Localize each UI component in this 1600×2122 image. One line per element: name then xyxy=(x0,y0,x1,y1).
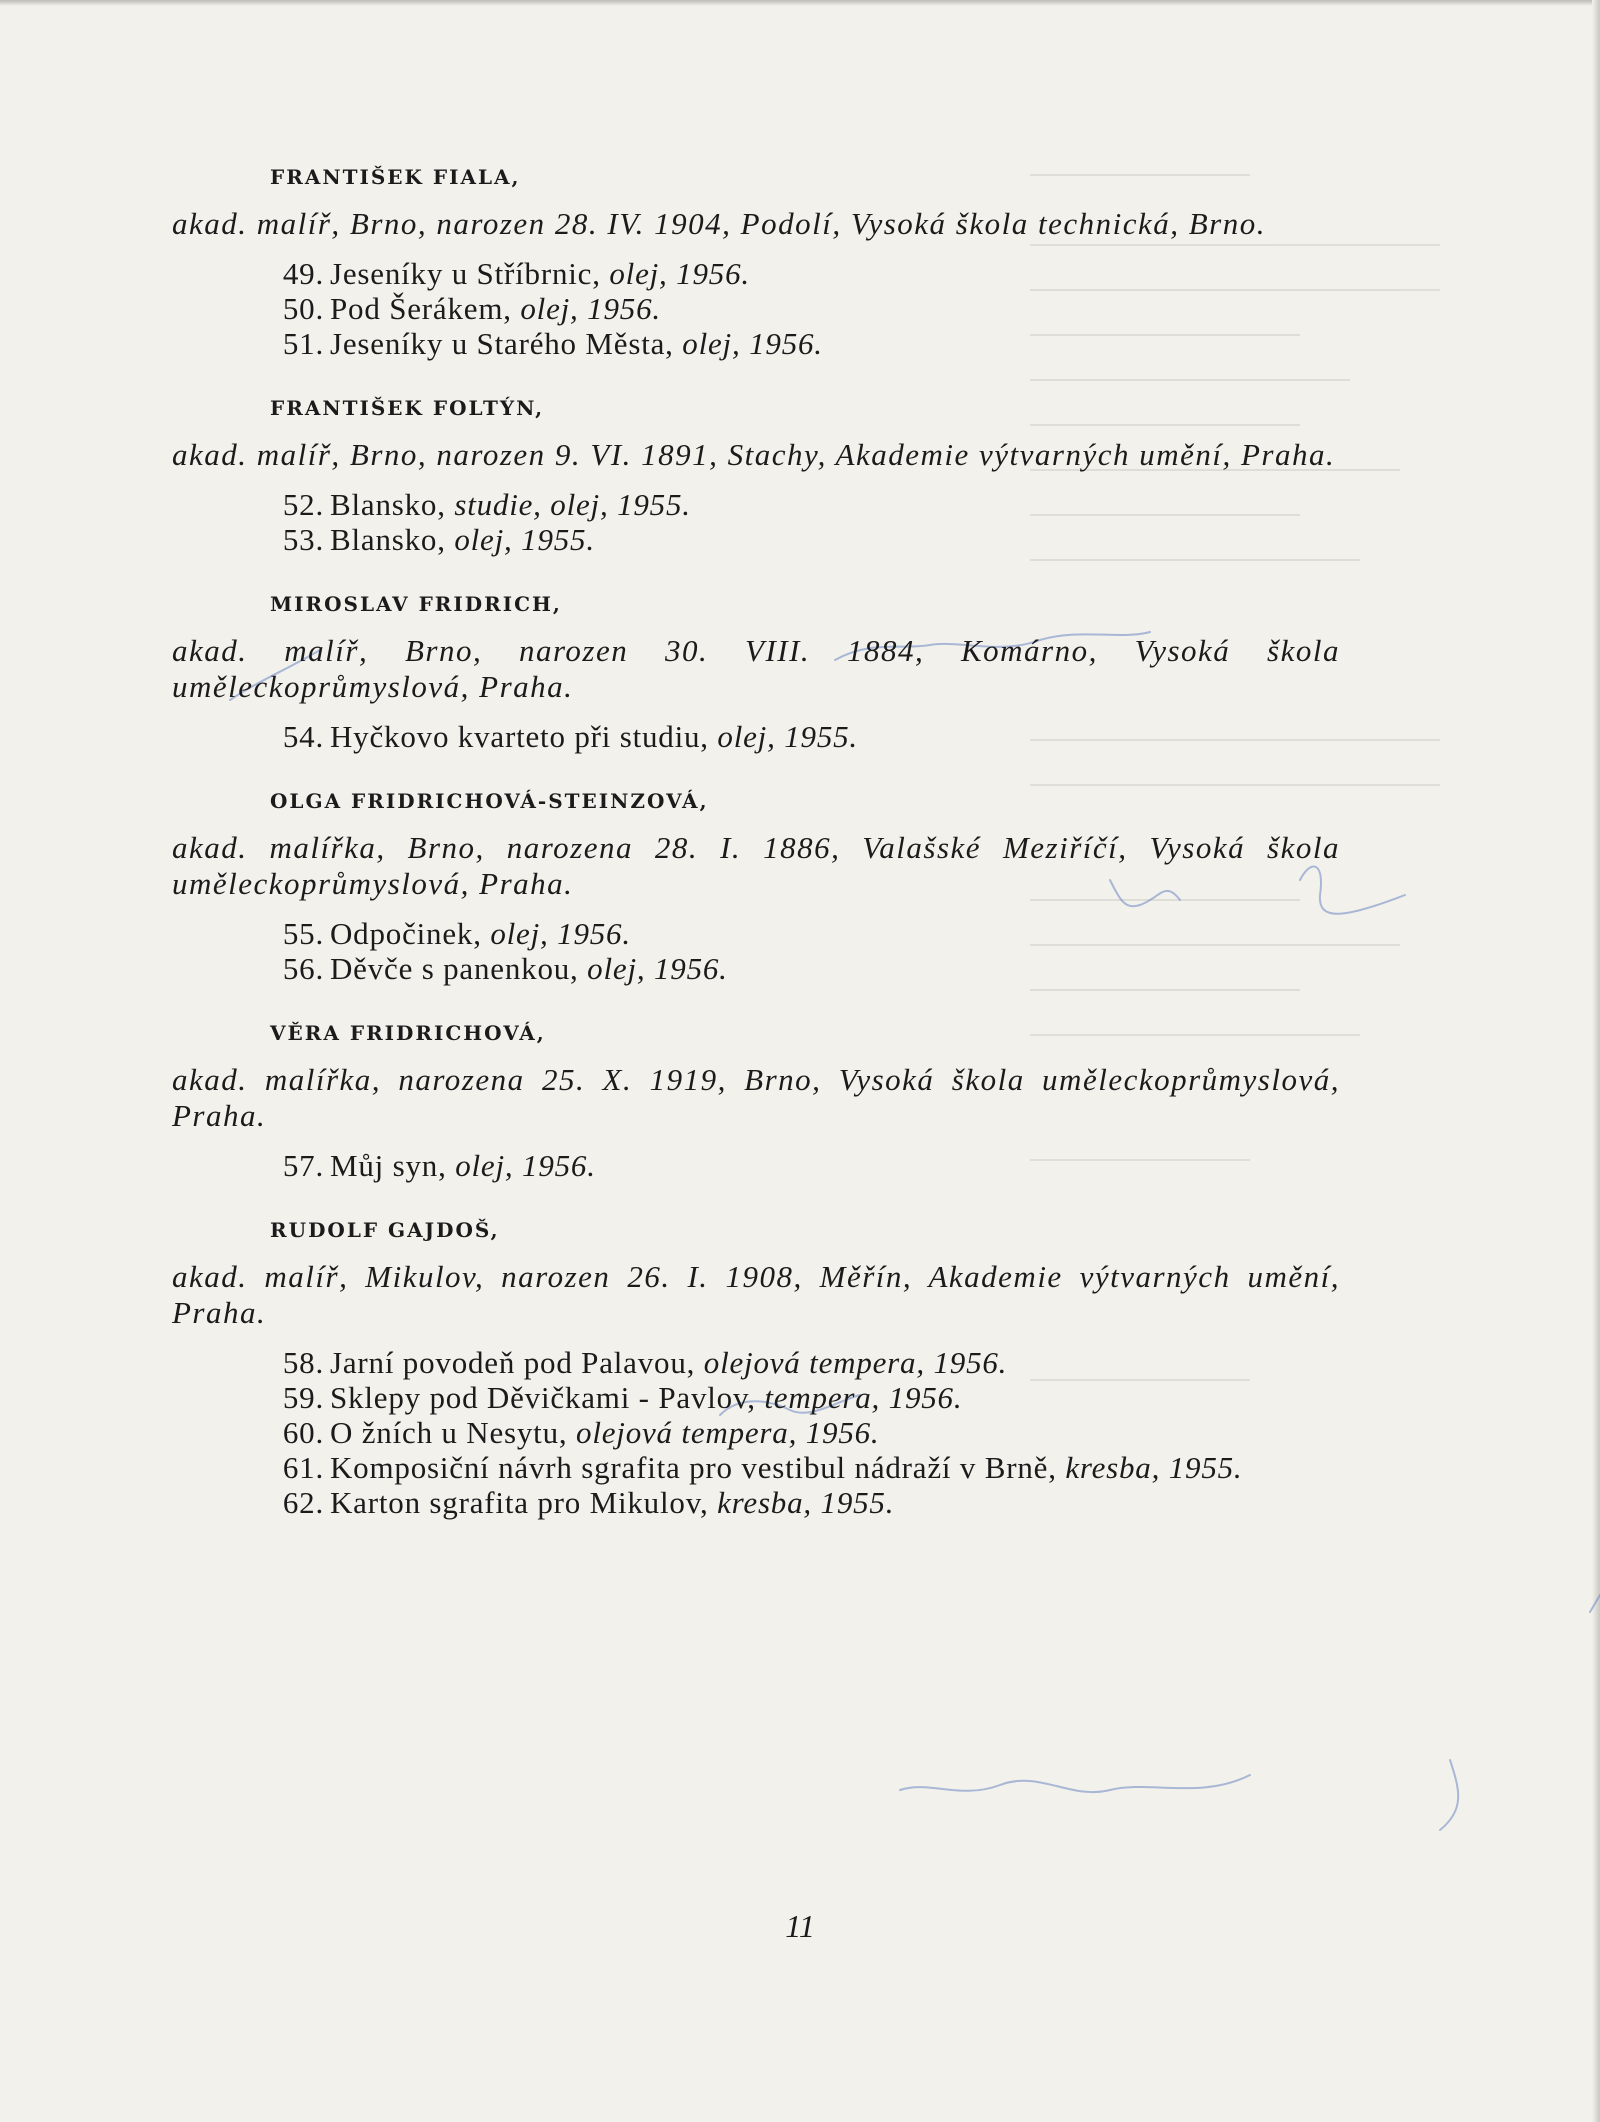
work-item xyxy=(160,487,1340,522)
work-year: 1956. xyxy=(653,951,728,986)
work-technique: tempera, xyxy=(764,1380,881,1415)
artist-bio: akad. malíř, Mikulov, narozen 26. I. 1908, Měřín, Akademie výtvarných umění, Praha. xyxy=(172,1259,1340,1330)
artist-entry xyxy=(160,1016,1340,1183)
work-title: O žních u Nesytu, xyxy=(330,1415,568,1450)
artist-entry xyxy=(160,160,1340,361)
pencil-mark xyxy=(1440,1760,1458,1830)
artist-name: FRANTIŠEK FIALA, xyxy=(270,165,521,189)
work-title: Sklepy pod Děvičkami - Pavlov, xyxy=(330,1380,756,1415)
work-item xyxy=(160,326,1340,361)
works-list xyxy=(160,256,1340,361)
artist-name: OLGA FRIDRICHOVÁ-STEINZOVÁ, xyxy=(270,789,709,813)
work-number: 62. xyxy=(282,1485,324,1520)
work-technique: olejová tempera, xyxy=(703,1345,925,1380)
work-title: Odpočinek, xyxy=(330,916,482,951)
work-technique: olej, xyxy=(717,719,776,754)
work-year: 1955. xyxy=(784,719,858,754)
artist-entry xyxy=(160,1213,1340,1520)
artist-entry xyxy=(160,391,1340,557)
works-list xyxy=(160,719,1340,754)
artist-bio: akad. malíř, Brno, narozen 9. VI. 1891, Stachy, Akademie výtvarných umění, Praha. xyxy=(172,437,1336,472)
work-title: Karton sgrafita pro Mikulov, xyxy=(330,1485,709,1520)
work-title: Můj syn, xyxy=(330,1148,447,1183)
work-item xyxy=(160,522,1340,557)
artist-bio: akad. malířka, narozena 25. X. 1919, Brno, Vysoká škola uměleckoprůmyslová, Praha. xyxy=(172,1062,1340,1133)
work-item xyxy=(160,1345,1340,1380)
artist-name: MIROSLAV FRIDRICH, xyxy=(270,592,562,616)
works-list xyxy=(160,916,1340,986)
work-item xyxy=(160,1380,1340,1415)
pencil-mark xyxy=(900,1775,1250,1792)
work-year: 1956. xyxy=(676,256,750,291)
work-year: 1956. xyxy=(522,1148,596,1183)
artist-entry xyxy=(160,784,1340,986)
work-number: 61. xyxy=(282,1450,324,1485)
works-list xyxy=(160,487,1340,557)
work-number: 51. xyxy=(282,326,324,361)
work-number: 59. xyxy=(282,1380,324,1415)
work-technique: olej, xyxy=(520,291,579,326)
work-number: 54. xyxy=(282,719,324,754)
work-year: 1956. xyxy=(557,916,631,951)
work-year: 1956. xyxy=(888,1380,963,1415)
work-year: 1956. xyxy=(749,326,823,361)
work-item xyxy=(160,951,1340,986)
work-title: Blansko, xyxy=(330,522,446,557)
catalog-content xyxy=(160,160,1340,1550)
work-technique: olej, xyxy=(454,522,513,557)
work-item xyxy=(160,1485,1340,1520)
work-technique: olej, xyxy=(490,916,549,951)
work-title: Jeseníky u Stříbrnic, xyxy=(330,256,601,291)
work-title: Komposiční návrh sgrafita pro vestibul nádraží v Brně, xyxy=(330,1450,1057,1485)
page-top-edge xyxy=(0,0,1600,6)
work-item xyxy=(160,1415,1340,1450)
work-item xyxy=(160,291,1340,326)
work-number: 56. xyxy=(282,951,324,986)
work-year: 1955. xyxy=(820,1485,895,1520)
artist-name: RUDOLF GAJDOŠ, xyxy=(270,1218,500,1242)
work-title: Děvče s panenkou, xyxy=(330,951,579,986)
work-number: 52. xyxy=(282,487,324,522)
work-technique: olejová tempera, xyxy=(576,1415,798,1450)
work-title: Jarní povodeň pod Palavou, xyxy=(330,1345,696,1380)
work-title: Jeseníky u Starého Města, xyxy=(330,326,674,361)
works-list xyxy=(160,1345,1340,1520)
work-item xyxy=(160,1148,1340,1183)
work-year: 1955. xyxy=(617,487,691,522)
work-title: Pod Šerákem, xyxy=(330,291,512,326)
work-technique: olej, xyxy=(587,951,646,986)
work-technique: kresba, xyxy=(717,1485,812,1520)
work-item xyxy=(160,1450,1340,1485)
work-title: Blansko, xyxy=(330,487,446,522)
work-title: Hyčkovo kvarteto při studiu, xyxy=(330,719,709,754)
work-year: 1956. xyxy=(587,291,661,326)
artist-entry xyxy=(160,587,1340,754)
page-right-edge xyxy=(1592,0,1600,2122)
work-number: 50. xyxy=(282,291,324,326)
work-number: 57. xyxy=(282,1148,324,1183)
page-number: 11 xyxy=(785,1908,815,1944)
artist-bio: akad. malířka, Brno, narozena 28. I. 1886, Valašské Meziříčí, Vysoká škola uměleckoprůmyslová, Praha. xyxy=(172,830,1340,901)
artist-bio: akad. malíř, Brno, narozen 28. IV. 1904, Podolí, Vysoká škola technická, Brno. xyxy=(172,206,1266,241)
work-number: 55. xyxy=(282,916,324,951)
artist-name: VĚRA FRIDRICHOVÁ, xyxy=(270,1021,546,1045)
work-number: 58. xyxy=(282,1345,324,1380)
work-number: 53. xyxy=(282,522,324,557)
work-year: 1956. xyxy=(933,1345,1008,1380)
work-technique: kresba, xyxy=(1065,1450,1161,1485)
work-item xyxy=(160,916,1340,951)
work-technique: olej, xyxy=(609,256,668,291)
work-technique: studie, olej, xyxy=(454,487,609,522)
works-list xyxy=(160,1148,1340,1183)
work-item xyxy=(160,256,1340,291)
work-number: 49. xyxy=(282,256,324,291)
artist-name: FRANTIŠEK FOLTÝN, xyxy=(270,396,545,420)
work-year: 1955. xyxy=(1168,1450,1243,1485)
work-technique: olej, xyxy=(682,326,741,361)
work-number: 60. xyxy=(282,1415,324,1450)
work-year: 1956. xyxy=(805,1415,880,1450)
work-year: 1955. xyxy=(521,522,595,557)
artist-bio: akad. malíř, Brno, narozen 30. VIII. 1884, Komárno, Vysoká škola uměleckoprůmyslová, Praha. xyxy=(172,633,1340,704)
work-item xyxy=(160,719,1340,754)
work-technique: olej, xyxy=(455,1148,514,1183)
